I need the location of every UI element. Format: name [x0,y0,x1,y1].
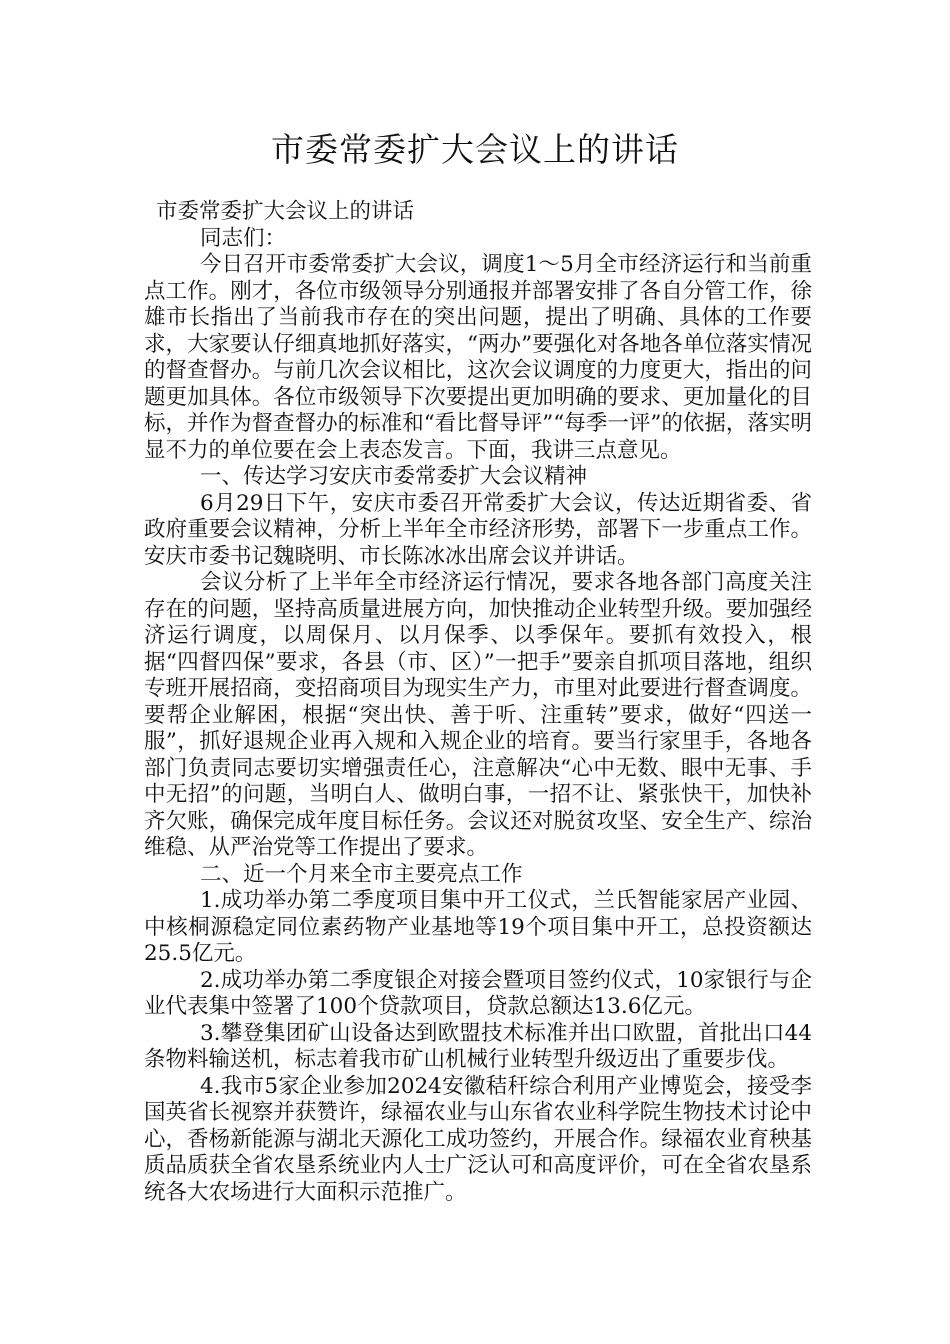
salutation: 同志们： [200,225,287,251]
paragraph-meeting-summary: 6月29日下午，安庆市委召开常委扩大会议，传达近期省委、省政府重要会议精神，分析上半年全市经济形势，部署下一步重点工作。安庆市委书记魏晓明、市长陈冰冰出席会议并讲话。 [144,490,812,569]
highlight-item-4: 4.我市5家企业参加2024安徽秸秆综合利用产业博览会，接受李国英省长视察并获赞许，绿福农业与山东省农业科学院生物技术讨论中心，香杨新能源与湖北天源化工成功签约，开展合作。绿福农业育秧基质品质获全省农垦系统业内人士广泛认可和高度评价，可在全省农垦系统各大农场进行大面积示范推广。 [144,1073,812,1205]
paragraph-intro: 今日召开市委常委扩大会议，调度1～5月全市经济运行和当前重点工作。刚才，各位市级领导分别通报并部署安排了各自分管工作，徐雄市长指出了当前我市存在的突出问题，提出了明确、具体的工作要求，大家要认仔细真地抓好落实，“两办”要强化对各地各单位落实情况的督查督办。与前几次会议相比，这次会议调度的力度更大，指出的问题更加具体。各位市级领导下次要提出更加明确的要求、更加量化的目标，并作为督查督办的标准和“看比督导评”“每季一评”的依据，落实明显不力的单位要在会上表态发言。下面，我讲三点意见。 [144,252,812,463]
paragraph-meeting-analysis: 会议分析了上半年全市经济运行情况，要求各地各部门高度关注存在的问题，坚持高质量进展方向，加快推动企业转型升级。要加强经济运行调度，以周保月、以月保季、以季保年。要抓有效投入，根据“四督四保”要求，各县（市、区）”一把手”要亲自抓项目落地，组织专班开展招商，变招商项目为现实生产力，市里对此要进行督查调度。要帮企业解困，根据“突出快、善于听、注重转”要求，做好“四送一服”，抓好退规企业再入规和入规企业的培育。要当行家里手，各地各部门负责同志要切实增强责任心，注意解决“心中无数、眼中无事、手中无招”的问题，当明白人、做明白事，一招不让、紧张快干，加快补齐欠账，确保完成年度目标任务。会议还对脱贫攻坚、安全生产、综治维稳、从严治党等工作提出了要求。 [144,570,812,860]
document-title: 市委常委扩大会议上的讲话 [271,130,679,169]
highlight-item-3: 3.攀登集团矿山设备达到欧盟技术标准并出口欧盟，首批出口44条物料输送机，标志着我市矿山机械行业转型升级迈出了重要步伐。 [144,1020,812,1072]
section-heading-1: 一、传达学习安庆市委常委扩大会议精神 [200,464,588,489]
highlight-item-2: 2.成功举办第二季度银企对接会暨项目签约仪式，10家银行与企业代表集中签署了100个贷款项目，贷款总额达13.6亿元。 [144,967,812,1019]
section-heading-2: 二、近一个月来全市主要亮点工作 [200,861,523,887]
document-body [144,199,812,1206]
document-subtitle: 市委常委扩大会议上的讲话 [156,199,415,224]
highlight-item-1: 1.成功举办第二季度项目集中开工仪式，兰氏智能家居产业园、中核桐源稳定同位素药物产业基地等19个项目集中开工，总投资额达25.5亿元。 [144,888,812,966]
